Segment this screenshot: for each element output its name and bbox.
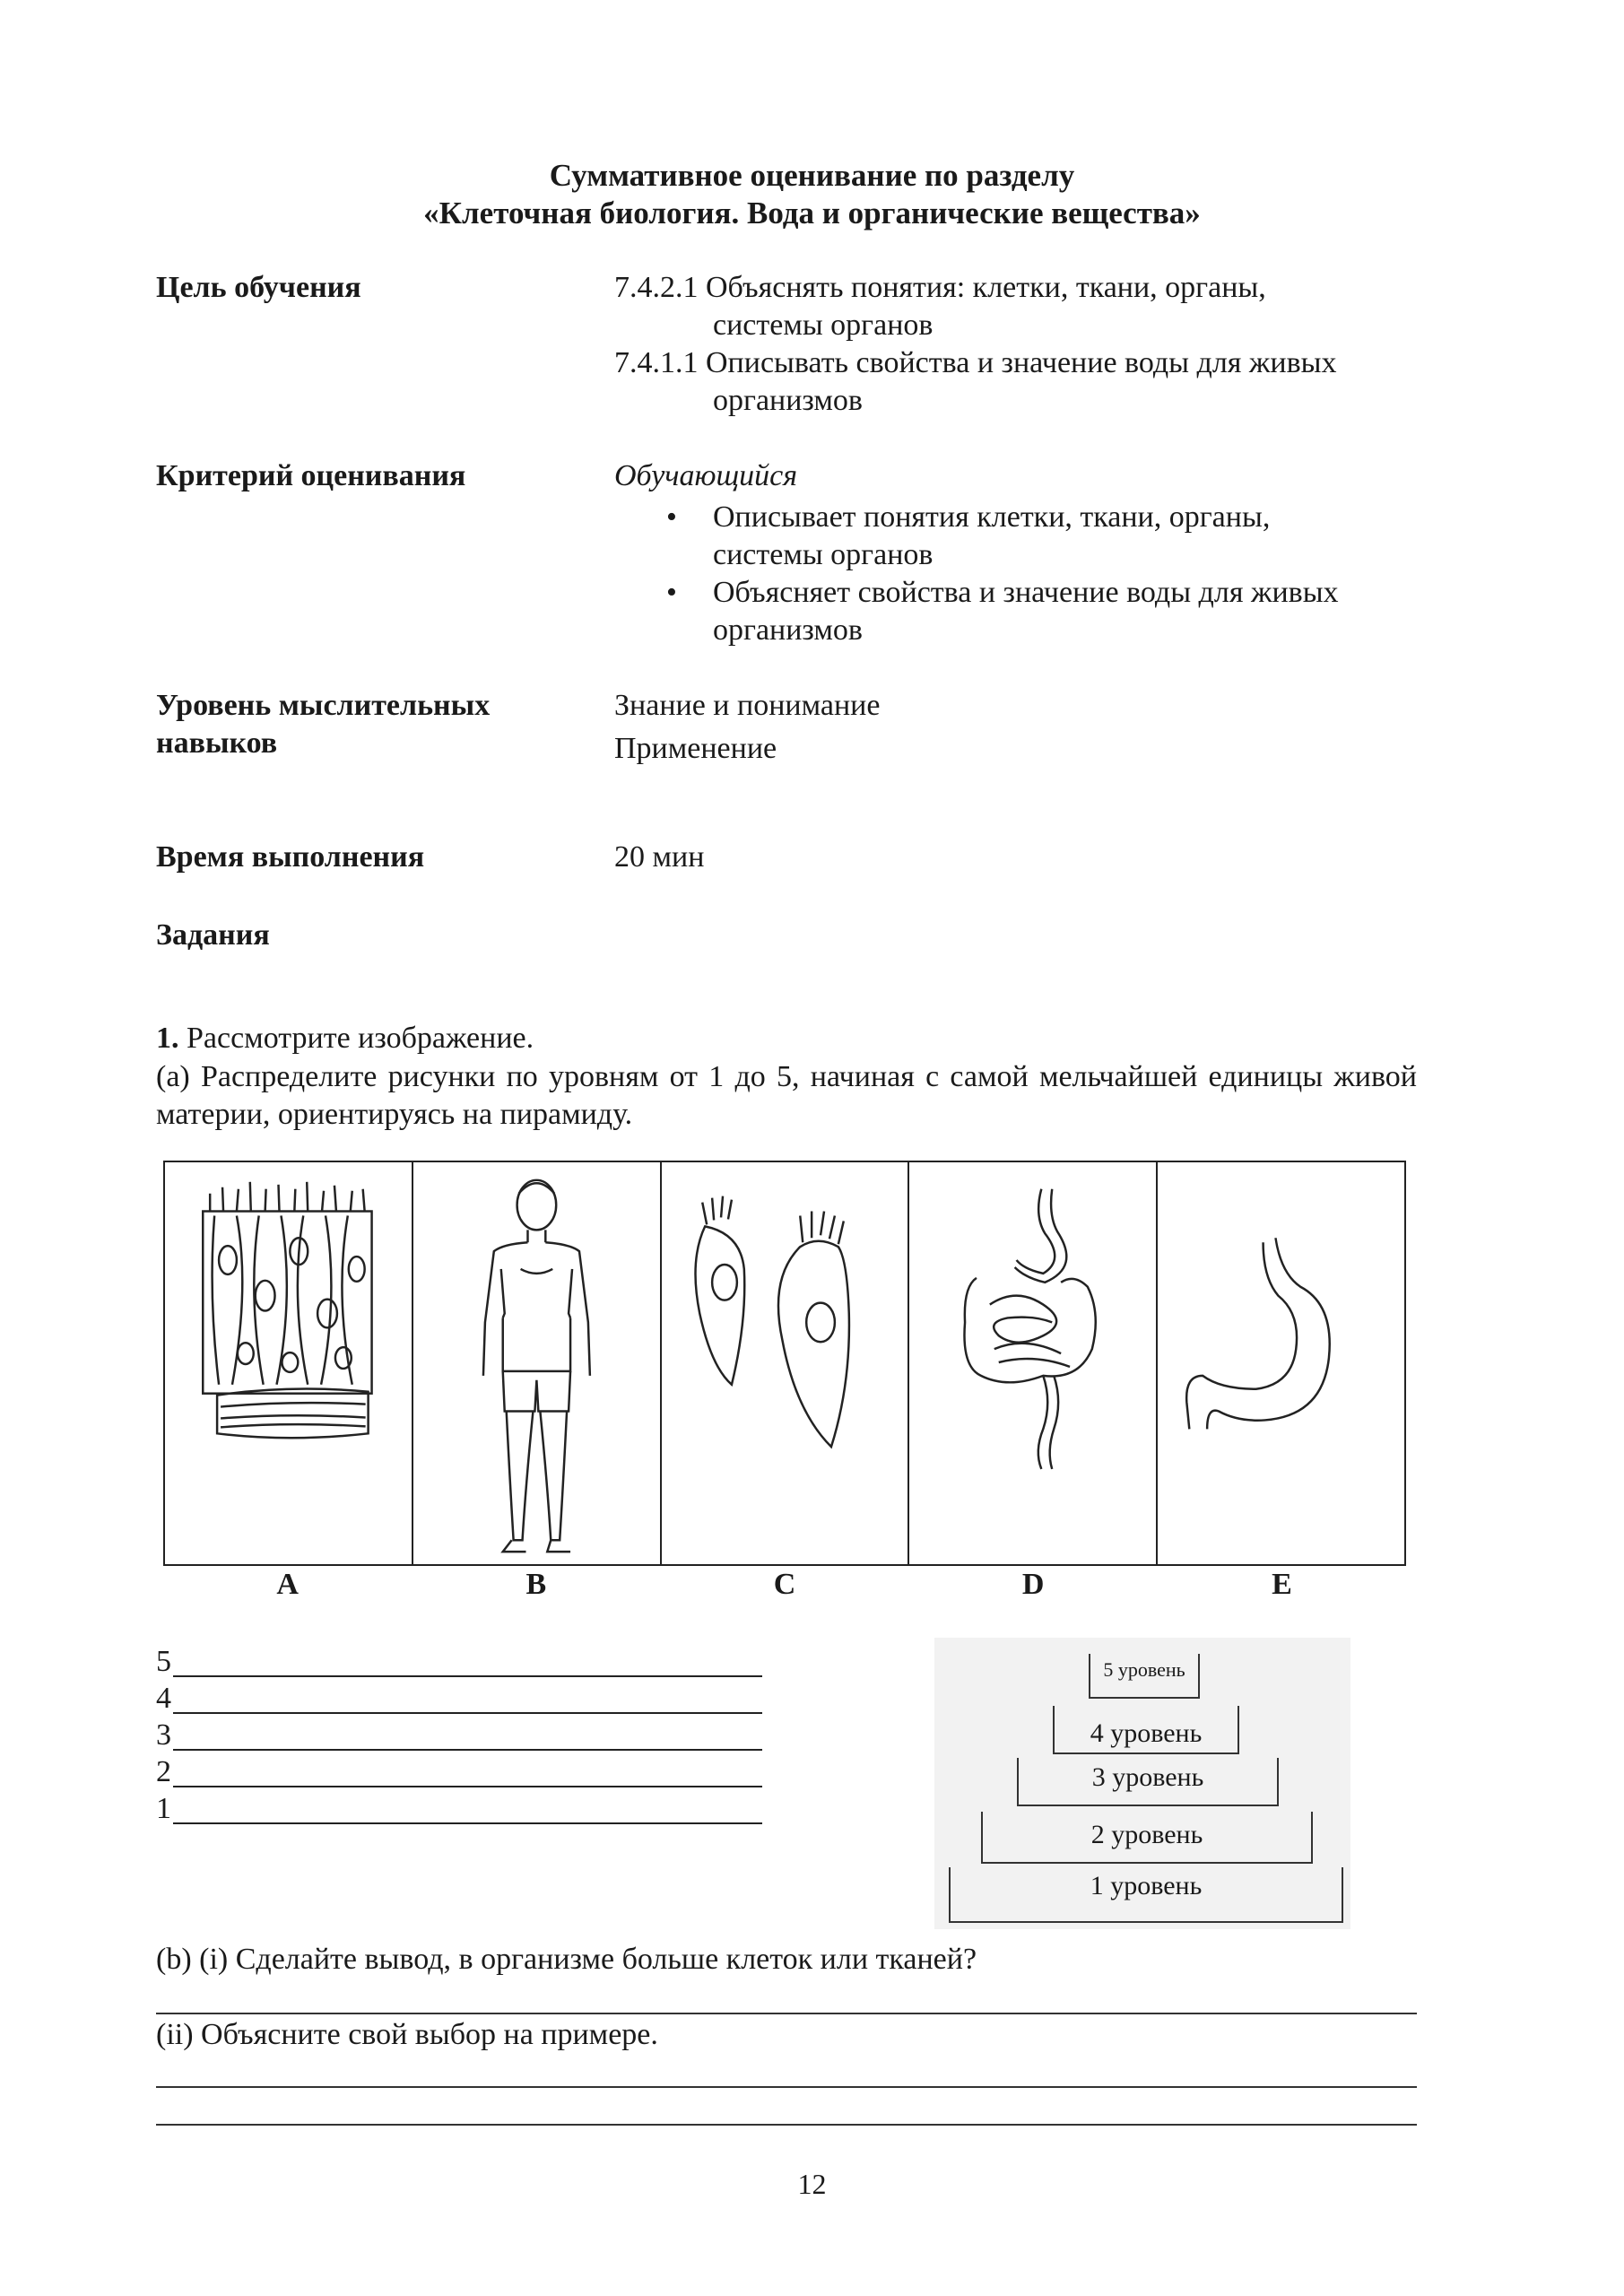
tissue-drawing [165,1162,412,1564]
pyramid-level-4: 4 уровень [1053,1706,1239,1754]
criteria-intro: Обучающийся [614,459,798,492]
answer-rule[interactable] [156,2124,1417,2126]
digestive-system-drawing [909,1162,1156,1564]
bullet-icon: • [666,500,677,534]
answer-rule[interactable] [156,2086,1417,2088]
picture-digestive-system [909,1162,1158,1564]
task1-part-a: (a) Распределите рисунки по уровням от 1 до 5, начиная с самой мельчайшей единицы живой материи, ориентируясь на пирамиду. [156,1060,1417,1131]
criteria-block [614,457,1339,649]
picture-tissue [165,1162,413,1564]
goal-line-4: организмов [713,384,863,417]
picture-label-a: A [276,1568,299,1601]
picture-grid [163,1161,1406,1566]
picture-label-b: B [525,1568,547,1601]
skill-level-label: Уровень мыслительных навыков [156,689,491,760]
pyramid-level-3: 3 уровень [1017,1758,1279,1806]
answer-line-1[interactable]: 1 [156,1792,762,1824]
task1-part-b-ii: (ii) Объясните свой выбор на примере. [156,2018,658,2051]
skill-level-values [614,687,880,768]
level-pyramid [934,1638,1350,1929]
answer-line-5[interactable]: 5 [156,1645,762,1677]
stomach-drawing [1158,1162,1404,1564]
goal-label: Цель обучения [156,271,361,304]
picture-labels [163,1568,1406,1602]
task1-intro [156,1020,1417,1057]
criteria-item: • Объясняет свойства и значение воды для живых организмов [666,576,1339,647]
answer-line-2[interactable]: 2 [156,1755,762,1787]
task1-part-b-i: (b) (i) Сделайте вывод, в организме больше клеток или тканей? [156,1943,977,1976]
answer-rule[interactable] [156,2013,1417,2014]
bullet-icon: • [666,576,677,609]
pyramid-level-2: 2 уровень [981,1812,1313,1864]
goal-line-2: системы органов [713,309,934,342]
tasks-heading: Задания [156,918,270,952]
pyramid-level-1: 1 уровень [949,1867,1343,1923]
cells-drawing [662,1162,908,1564]
answer-line-4[interactable]: 4 [156,1682,762,1714]
document-title-line-1: Суммативное оценивание по разделу [549,158,1075,193]
goal-text [614,269,1337,420]
goal-line-3: 7.4.1.1 Описывать свойства и значение воды для живых [614,346,1337,379]
page-number: 12 [797,2168,827,2200]
criteria-list [614,499,1339,649]
picture-human-body [413,1162,662,1564]
pyramid-level-5: 5 уровень [1089,1654,1200,1699]
skill-value-2: Применение [614,732,777,765]
task1-intro-text: Рассмотрите изображение. [187,1022,534,1055]
criteria-item: • Описывает понятия клетки, ткани, органы, системы органов [666,500,1271,571]
task1-number: 1. [156,1022,179,1055]
picture-cells [662,1162,910,1564]
criteria-label: Критерий оценивания [156,459,466,492]
picture-label-c: C [773,1568,796,1601]
time-value: 20 мин [614,840,705,874]
human-body-drawing [413,1162,660,1564]
answer-line-3[interactable]: 3 [156,1718,762,1751]
skill-value-1: Знание и понимание [614,689,881,722]
goal-line-1: 7.4.2.1 Объяснять понятия: клетки, ткани, органы, [614,271,1266,304]
picture-stomach [1158,1162,1404,1564]
picture-label-d: D [1021,1568,1045,1601]
document-title-line-2: «Клеточная биология. Вода и органические вещества» [423,196,1201,230]
time-label: Время выполнения [156,840,425,874]
picture-label-e: E [1272,1568,1292,1601]
